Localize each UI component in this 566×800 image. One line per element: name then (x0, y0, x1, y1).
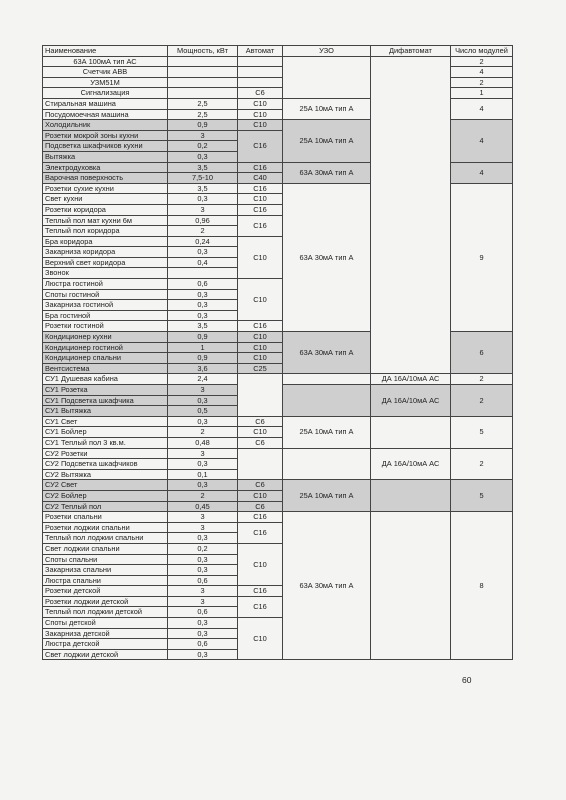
cell-name: СУ1 Теплый пол 3 кв.м. (43, 437, 168, 448)
cell-name: Счетчик ABB (43, 67, 168, 78)
cell-rcd: 25А 10мА тип А (283, 120, 371, 162)
cell-name: Розетки спальни (43, 512, 168, 523)
cell-name: Бра коридора (43, 236, 168, 247)
cell-power: 0,6 (168, 639, 238, 650)
cell-name: Споты гостиной (43, 289, 168, 300)
cell-rcd: 63А 30мА тип А (283, 512, 371, 660)
cell-power (168, 88, 238, 99)
cell-power: 0,9 (168, 353, 238, 364)
cell-breaker: C10 (238, 279, 283, 321)
cell-name: Подсветка шкафчиков кухни (43, 141, 168, 152)
cell-breaker: C10 (238, 120, 283, 131)
cell-modules: 2 (451, 56, 513, 67)
cell-name: Розетки лоджии детской (43, 596, 168, 607)
cell-power: 0,3 (168, 533, 238, 544)
cell-breaker (238, 77, 283, 88)
cell-power: 2 (168, 490, 238, 501)
cell-name: СУ2 Свет (43, 480, 168, 491)
cell-modules: 4 (451, 120, 513, 162)
cell-power: 0,6 (168, 575, 238, 586)
cell-name: УЗМ51М (43, 77, 168, 88)
cell-name: Вытяжка (43, 151, 168, 162)
cell-name: СУ1 Подсветка шкафчика (43, 395, 168, 406)
table-row (43, 512, 513, 523)
cell-power: 0,3 (168, 459, 238, 470)
cell-power: 0,4 (168, 257, 238, 268)
cell-modules: 1 (451, 88, 513, 99)
cell-name: Закарниза спальни (43, 565, 168, 576)
cell-breaker: C16 (238, 183, 283, 194)
cell-power: 3,6 (168, 363, 238, 374)
cell-power: 0,3 (168, 194, 238, 205)
cell-name: Розетки лоджии спальни (43, 522, 168, 533)
cell-breaker: C6 (238, 501, 283, 512)
cell-name: Посудомоечная машина (43, 109, 168, 120)
cell-name: СУ1 Вытяжка (43, 406, 168, 417)
cell-name: Бра гостиной (43, 310, 168, 321)
cell-power: 0,3 (168, 565, 238, 576)
cell-name: СУ2 Теплый пол (43, 501, 168, 512)
cell-power: 0,3 (168, 618, 238, 629)
header-power: Мощность, кВт (168, 46, 238, 57)
cell-rcd: 25А 10мА тип А (283, 480, 371, 512)
cell-power: 3 (168, 596, 238, 607)
cell-breaker: C6 (238, 480, 283, 491)
cell-power: 0,3 (168, 151, 238, 162)
breaker-schedule-table (42, 45, 513, 660)
header-name: Наименование (43, 46, 168, 57)
cell-breaker: C16 (238, 512, 283, 523)
cell-power (168, 77, 238, 88)
cell-power: 0,3 (168, 480, 238, 491)
cell-power: 3,5 (168, 321, 238, 332)
cell-name: СУ2 Вытяжка (43, 469, 168, 480)
cell-power: 3 (168, 512, 238, 523)
cell-name: Теплый пол мат кухни 6м (43, 215, 168, 226)
cell-power: 3 (168, 522, 238, 533)
cell-rcbo (371, 56, 451, 374)
cell-rcd: 25А 10мА тип А (283, 98, 371, 119)
cell-rcd (283, 448, 371, 480)
cell-breaker: C40 (238, 173, 283, 184)
cell-modules: 5 (451, 480, 513, 512)
cell-name: Теплый пол лоджии спальни (43, 533, 168, 544)
cell-power: 2,5 (168, 98, 238, 109)
cell-breaker: C10 (238, 236, 283, 278)
cell-name: Теплый пол коридора (43, 226, 168, 237)
cell-name: Теплый пол лоджии детской (43, 607, 168, 618)
cell-name: Звонок (43, 268, 168, 279)
cell-rcd: 25А 10мА тип А (283, 416, 371, 448)
cell-name: Холодильник (43, 120, 168, 131)
cell-rcd: 63А 30мА тип А (283, 332, 371, 374)
cell-power: 2 (168, 427, 238, 438)
cell-name: СУ2 Розетки (43, 448, 168, 459)
cell-modules: 2 (451, 448, 513, 480)
cell-name: Электродуховка (43, 162, 168, 173)
cell-breaker: C6 (238, 437, 283, 448)
cell-name: Кондиционер спальни (43, 353, 168, 364)
cell-power: 0,9 (168, 332, 238, 343)
table-body (43, 56, 513, 660)
cell-name: Споты детской (43, 618, 168, 629)
cell-breaker: C10 (238, 194, 283, 205)
cell-name: Кондиционер гостиной (43, 342, 168, 353)
cell-breaker: C16 (238, 522, 283, 543)
cell-modules: 2 (451, 385, 513, 417)
cell-power: 0,2 (168, 543, 238, 554)
cell-breaker: C16 (238, 130, 283, 162)
cell-power: 0,3 (168, 289, 238, 300)
cell-name: Споты спальни (43, 554, 168, 565)
cell-modules: 4 (451, 98, 513, 119)
cell-rcbo: ДА 16А/10мА АС (371, 448, 451, 480)
cell-power: 2 (168, 226, 238, 237)
cell-breaker: C16 (238, 162, 283, 173)
cell-power: 0,3 (168, 416, 238, 427)
cell-name: Сигнализация (43, 88, 168, 99)
cell-power: 0,3 (168, 395, 238, 406)
header-rcbo: Дифавтомат (371, 46, 451, 57)
cell-breaker: C16 (238, 321, 283, 332)
cell-power: 3 (168, 385, 238, 396)
cell-name: СУ1 Душевая кабина (43, 374, 168, 385)
cell-power: 3 (168, 448, 238, 459)
cell-power: 0,6 (168, 279, 238, 290)
cell-modules: 9 (451, 183, 513, 331)
cell-breaker: C10 (238, 109, 283, 120)
table-row (43, 374, 513, 385)
cell-power: 0,9 (168, 120, 238, 131)
header-modules: Число модулей (451, 46, 513, 57)
cell-breaker: C10 (238, 427, 283, 438)
cell-name: Свет лоджии детской (43, 649, 168, 660)
cell-power: 0,3 (168, 247, 238, 258)
cell-name: Розетки сухие кухни (43, 183, 168, 194)
cell-modules: 6 (451, 332, 513, 374)
cell-rcbo (371, 416, 451, 448)
cell-power: 3,5 (168, 183, 238, 194)
cell-breaker (238, 448, 283, 480)
cell-power: 0,3 (168, 554, 238, 565)
cell-breaker (238, 374, 283, 416)
cell-name: Розетки мокрой зоны кухни (43, 130, 168, 141)
table-row (43, 480, 513, 491)
cell-name: СУ1 Розетка (43, 385, 168, 396)
cell-name: Верхний свет коридора (43, 257, 168, 268)
cell-name: Розетки гостиной (43, 321, 168, 332)
cell-power: 0,6 (168, 607, 238, 618)
cell-name: Закарниза детской (43, 628, 168, 639)
cell-rcd: 63А 30мА тип А (283, 162, 371, 183)
cell-breaker: C16 (238, 596, 283, 617)
cell-name: Люстра спальни (43, 575, 168, 586)
cell-power: 2,5 (168, 109, 238, 120)
cell-power: 0,3 (168, 300, 238, 311)
cell-rcbo (371, 512, 451, 660)
cell-name: Варочная поверхность (43, 173, 168, 184)
cell-breaker: C16 (238, 204, 283, 215)
page-number: 60 (462, 675, 472, 685)
cell-power: 0,24 (168, 236, 238, 247)
cell-rcd: 63А 30мА тип А (283, 183, 371, 331)
cell-name: Розетки детской (43, 586, 168, 597)
cell-breaker: C10 (238, 342, 283, 353)
table-row (43, 416, 513, 427)
header-breaker: Автомат (238, 46, 283, 57)
cell-power: 3 (168, 586, 238, 597)
cell-name: СУ1 Бойлер (43, 427, 168, 438)
cell-rcd (283, 56, 371, 98)
cell-modules: 2 (451, 77, 513, 88)
cell-power: 1 (168, 342, 238, 353)
cell-power: 0,3 (168, 628, 238, 639)
cell-power: 0,48 (168, 437, 238, 448)
cell-name: Свет лоджии спальни (43, 543, 168, 554)
cell-breaker: C10 (238, 332, 283, 343)
cell-power (168, 56, 238, 67)
table-header-row (43, 46, 513, 57)
header-rcd: УЗО (283, 46, 371, 57)
cell-name: Кондиционер кухни (43, 332, 168, 343)
cell-power (168, 67, 238, 78)
cell-name: СУ1 Свет (43, 416, 168, 427)
table-row (43, 56, 513, 67)
cell-breaker: C6 (238, 416, 283, 427)
cell-breaker: C10 (238, 543, 283, 585)
cell-name: Свет кухни (43, 194, 168, 205)
cell-name: Закарниза коридора (43, 247, 168, 258)
cell-power: 3,5 (168, 162, 238, 173)
cell-breaker: C16 (238, 215, 283, 236)
cell-name: 63А 100мА тип АС (43, 56, 168, 67)
cell-name: Люстра детской (43, 639, 168, 650)
cell-power: 2,4 (168, 374, 238, 385)
cell-power: 0,45 (168, 501, 238, 512)
cell-modules: 4 (451, 162, 513, 183)
cell-name: Вентсистема (43, 363, 168, 374)
cell-modules: 2 (451, 374, 513, 385)
cell-name: Люстра гостиной (43, 279, 168, 290)
cell-power (168, 268, 238, 279)
cell-breaker: C10 (238, 490, 283, 501)
cell-power: 0,3 (168, 310, 238, 321)
cell-breaker: C10 (238, 98, 283, 109)
cell-modules: 8 (451, 512, 513, 660)
cell-modules: 5 (451, 416, 513, 448)
cell-name: Закарниза гостиной (43, 300, 168, 311)
cell-breaker: C25 (238, 363, 283, 374)
cell-breaker (238, 56, 283, 67)
cell-breaker: C16 (238, 586, 283, 597)
cell-power: 0,2 (168, 141, 238, 152)
cell-name: Стиральная машина (43, 98, 168, 109)
cell-power: 0,1 (168, 469, 238, 480)
cell-breaker (238, 67, 283, 78)
cell-power: 3 (168, 130, 238, 141)
cell-rcd (283, 374, 371, 385)
cell-rcd (283, 385, 371, 417)
table-row (43, 448, 513, 459)
cell-name: Розетки коридора (43, 204, 168, 215)
cell-rcbo: ДА 16А/10мА АС (371, 374, 451, 385)
cell-rcbo (371, 480, 451, 512)
cell-power: 7,5-10 (168, 173, 238, 184)
cell-power: 0,96 (168, 215, 238, 226)
cell-breaker: C6 (238, 88, 283, 99)
cell-breaker: C10 (238, 353, 283, 364)
cell-name: СУ2 Бойлер (43, 490, 168, 501)
cell-breaker: C10 (238, 618, 283, 660)
cell-rcbo: ДА 16А/10мА АС (371, 385, 451, 417)
cell-power: 0,3 (168, 649, 238, 660)
cell-power: 3 (168, 204, 238, 215)
cell-modules: 4 (451, 67, 513, 78)
cell-name: СУ2 Подсветка шкафчиков (43, 459, 168, 470)
cell-power: 0,5 (168, 406, 238, 417)
